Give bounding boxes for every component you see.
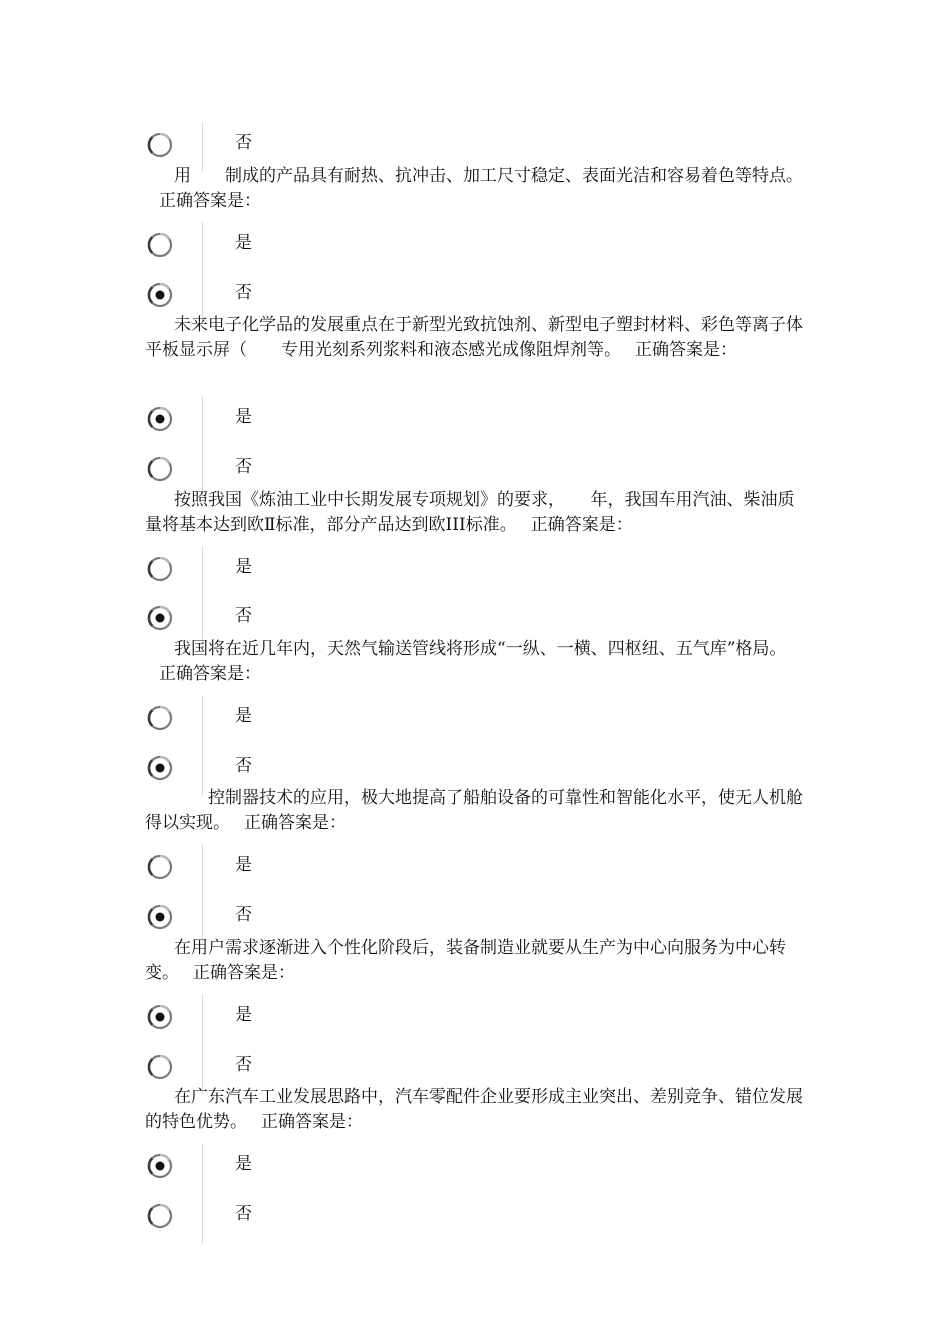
option-label: 否 (235, 283, 252, 303)
option-label: 否 (235, 1204, 252, 1224)
question-text: 在用户需求逐渐进入个性化阶段后，装备制造业就要从生产为中心向服务为中心转变。 正确答案是： (145, 938, 786, 983)
option-yes[interactable] (145, 703, 445, 745)
divider (202, 222, 203, 272)
option-yes[interactable] (145, 554, 445, 596)
divider (202, 546, 203, 596)
radio-unselected-icon[interactable] (145, 1052, 175, 1082)
radio-unselected-icon[interactable] (145, 454, 175, 484)
radio-unselected-icon[interactable] (145, 1201, 175, 1231)
radio-unselected-icon[interactable] (145, 852, 175, 882)
answer-prompt: 正确答案是： (159, 191, 261, 211)
divider (202, 1143, 203, 1193)
radio-unselected-icon[interactable] (145, 230, 175, 260)
option-label: 是 (235, 706, 252, 726)
question-text: 我国将在近几年内，天然气输送管线将形成“一纵、一横、四枢纽、五气库”格局。正确答案是： (159, 639, 787, 684)
option-label: 否 (235, 1055, 252, 1075)
option-label: 是 (235, 233, 252, 253)
question-text: 控制器技术的应用，极大地提高了船舶设备的可靠性和智能化水平，使无人机舱得以实现。 正确答案是： (145, 788, 803, 833)
option-label: 是 (235, 1154, 252, 1174)
radio-selected-icon[interactable] (145, 753, 175, 783)
answer-prompt: 正确答案是： (193, 963, 295, 983)
question-text: 按照我国《炼油工业中长期发展专项规划》的要求， 年，我国车用汽油、柴油质量将基本达到欧Ⅱ标准，部分产品达到欧III标准。 正确答案是： (145, 490, 795, 535)
answer-prompt: 正确答案是： (530, 515, 633, 535)
radio-selected-icon[interactable] (145, 1002, 175, 1032)
radio-selected-icon[interactable] (145, 280, 175, 310)
option-no[interactable] (145, 1201, 445, 1243)
option-label: 否 (235, 756, 252, 776)
radio-selected-icon[interactable] (145, 404, 175, 434)
option-label: 否 (235, 457, 252, 477)
radio-unselected-icon[interactable] (145, 130, 175, 160)
divider (202, 396, 203, 446)
radio-unselected-icon[interactable] (145, 703, 175, 733)
answer-prompt: 正确答案是： (635, 340, 737, 360)
radio-unselected-icon[interactable] (145, 554, 175, 584)
question-text: 未来电子化学品的发展重点在于新型光致抗蚀剂、新型电子塑封材料、彩色等离子体平板显示屏（ 专用光刻系列浆料和液态感光成像阻焊剂等。 正确答案是： (145, 315, 803, 360)
question-text: 用 制成的产品具有耐热、抗冲击、加工尺寸稳定、表面光洁和容易着色等特点。正确答案是： (159, 166, 803, 211)
divider (202, 994, 203, 1044)
option-yes[interactable] (145, 404, 445, 446)
divider (202, 844, 203, 894)
answer-prompt: 正确答案是： (261, 1112, 363, 1132)
answer-prompt: 正确答案是： (244, 813, 346, 833)
divider (202, 695, 203, 745)
option-yes[interactable] (145, 852, 445, 894)
option-yes[interactable] (145, 230, 445, 272)
option-label: 否 (235, 133, 252, 153)
option-label: 否 (235, 905, 252, 925)
option-label: 是 (235, 407, 252, 427)
radio-selected-icon[interactable] (145, 1151, 175, 1181)
radio-selected-icon[interactable] (145, 603, 175, 633)
option-label: 否 (235, 606, 252, 626)
question-text: 在广东汽车工业发展思路中，汽车零配件企业要形成主业突出、差别竞争、错位发展的特色优势。 正确答案是： (145, 1087, 803, 1132)
option-yes[interactable] (145, 1002, 445, 1044)
radio-selected-icon[interactable] (145, 902, 175, 932)
option-label: 是 (235, 855, 252, 875)
option-label: 是 (235, 557, 252, 577)
option-label: 是 (235, 1005, 252, 1025)
divider (202, 1193, 203, 1243)
option-yes[interactable] (145, 1151, 445, 1193)
answer-prompt: 正确答案是： (159, 664, 261, 684)
